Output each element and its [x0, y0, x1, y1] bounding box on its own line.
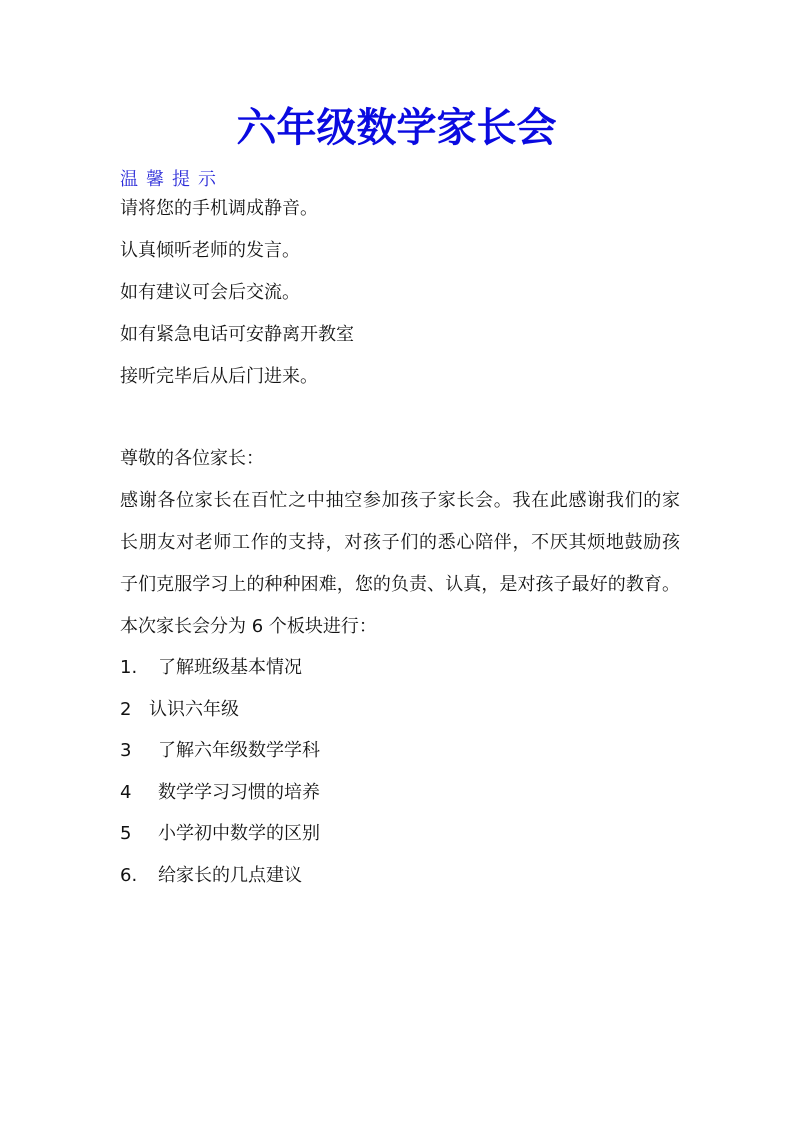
agenda-item [120, 780, 320, 806]
body-line: 长朋友对老师工作的支持，对孩子们的悉心陪伴，不厌其烦地鼓励孩 [120, 532, 680, 553]
agenda-number: 5 [120, 823, 132, 844]
agenda-text: 了解班级基本情况 [158, 657, 302, 678]
agenda-number: 3 [120, 740, 132, 761]
agenda-text: 数学学习习惯的培养 [158, 782, 320, 803]
document-title: 六年级数学家长会 [236, 105, 557, 151]
tip-line: 如有建议可会后交流。 [120, 282, 300, 303]
tip-line: 认真倾听老师的发言。 [120, 240, 300, 261]
tip-line: 如有紧急电话可安静离开教室 [120, 324, 354, 345]
agenda-item [120, 738, 320, 764]
tips-heading: 温馨提示 [120, 169, 224, 190]
body-line: 子们克服学习上的种种困难，您的负责、认真，是对孩子最好的教育。 [120, 574, 680, 595]
tip-line: 请将您的手机调成静音。 [120, 198, 318, 219]
agenda-text: 小学初中数学的区别 [158, 823, 320, 844]
agenda-number: 1. [120, 657, 138, 678]
agenda-number: 4 [120, 782, 132, 803]
agenda-item [120, 863, 302, 889]
agenda-text: 认识六年级 [149, 699, 239, 720]
agenda-item [120, 697, 239, 723]
agenda-intro: 本次家长会分为 6 个板块进行： [120, 616, 377, 637]
agenda-text: 给家长的几点建议 [158, 865, 302, 886]
agenda-text: 了解六年级数学学科 [158, 740, 320, 761]
greeting: 尊敬的各位家长： [120, 448, 264, 469]
agenda-item [120, 821, 320, 847]
agenda-number: 6. [120, 865, 138, 886]
body-line: 感谢各位家长在百忙之中抽空参加孩子家长会。我在此感谢我们的家 [120, 490, 680, 511]
tip-line: 接听完毕后从后门进来。 [120, 366, 318, 387]
agenda-item [120, 655, 302, 681]
agenda-number: 2 [120, 699, 132, 720]
